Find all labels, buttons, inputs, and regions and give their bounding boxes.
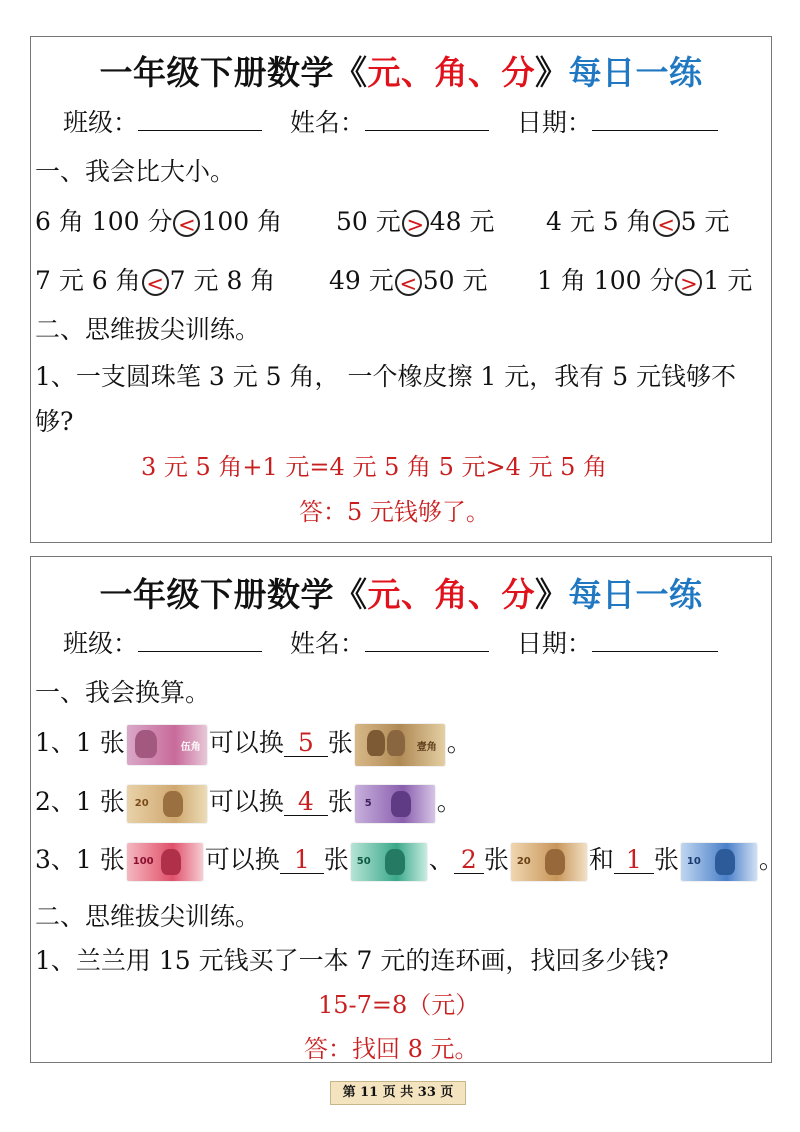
compare-left: 7 元 6 角 (35, 266, 141, 295)
compare-row (537, 261, 752, 297)
exchange-question-2 (35, 782, 462, 823)
question-prefix: 2、1 张 (35, 787, 125, 816)
compare-row (336, 202, 495, 238)
class-label: 班级： (63, 629, 139, 658)
compare-right: 100 角 (201, 207, 283, 236)
separator: 、 (428, 845, 454, 874)
section-heading: 一、我会换算。 (35, 678, 211, 707)
fifty-yuan-note-icon (351, 843, 427, 881)
question-prefix: 1、1 张 (35, 728, 125, 757)
name-blank[interactable] (365, 629, 489, 652)
section-heading: 二、思维拔尖训练。 (35, 902, 261, 931)
period: 。 (436, 787, 462, 816)
five-yuan-note-icon (355, 785, 435, 823)
title-text: 一年级下册数学《 (99, 53, 368, 92)
title-topic: 元、角、分 (367, 575, 535, 614)
date-label: 日期： (516, 629, 592, 658)
title-daily: 每日一练 (568, 53, 703, 92)
twenty-yuan-note-icon (511, 843, 587, 881)
compare-sign: > (675, 269, 702, 296)
worksheet-title (31, 47, 771, 94)
note-label: 壹角 (416, 741, 437, 753)
date-blank[interactable] (592, 629, 718, 652)
question-text: 1、一支圆珠笔 3 元 5 角， 一个橡皮擦 1 元，我有 5 元钱够不 (35, 362, 737, 391)
unit-text: 张 (483, 845, 509, 874)
question-text-cont: 够? (35, 407, 74, 436)
and-text: 和 (588, 845, 614, 874)
compare-right: 1 元 (703, 266, 753, 295)
compare-left: 6 角 100 分 (35, 207, 173, 236)
question-text: 可以换 (204, 845, 280, 874)
answer-calculation: 15-7=8（元） (318, 991, 480, 1019)
hundred-yuan-note-icon (127, 843, 203, 881)
worksheet-2 (30, 556, 784, 1063)
date-label: 日期： (516, 108, 592, 137)
unit-text: 张 (653, 845, 679, 874)
question-text: 可以换 (208, 728, 284, 757)
compare-right: 48 元 (429, 207, 495, 236)
class-blank[interactable] (138, 108, 262, 131)
ten-yuan-note-icon (681, 843, 757, 881)
exchange-question-3 (35, 840, 784, 881)
compare-right: 50 元 (422, 266, 488, 295)
worksheet-1 (30, 36, 772, 543)
answer-blank[interactable]: 1 (614, 847, 654, 874)
date-blank[interactable] (592, 108, 718, 131)
answer-blank[interactable]: 1 (280, 847, 324, 874)
class-label: 班级： (63, 108, 139, 137)
note-label: 20 (134, 797, 149, 809)
title-bracket: 》 (535, 575, 569, 614)
section-heading: 二、思维拔尖训练。 (35, 315, 261, 344)
answer-final: 答：找回 8 元。 (304, 1035, 479, 1063)
note-label: 5 (364, 797, 372, 809)
answer-blank[interactable]: 4 (284, 789, 328, 816)
compare-sign: < (173, 210, 200, 237)
name-label: 姓名： (289, 629, 365, 658)
question-prefix: 3、1 张 (35, 845, 125, 874)
compare-sign: < (653, 210, 680, 237)
period: 。 (758, 845, 784, 874)
period: 。 (446, 728, 472, 757)
note-label: 伍角 (180, 741, 201, 753)
compare-row (546, 202, 730, 238)
unit-text: 张 (327, 787, 353, 816)
info-row (63, 103, 718, 139)
compare-right: 5 元 (680, 207, 730, 236)
title-daily: 每日一练 (568, 575, 703, 614)
five-jiao-note-icon (127, 725, 207, 765)
compare-left: 1 角 100 分 (537, 266, 675, 295)
note-label: 10 (686, 855, 701, 867)
compare-sign: < (142, 269, 169, 296)
compare-sign: < (395, 269, 422, 296)
question-text: 1、兰兰用 15 元钱买了一本 7 元的连环画，找回多少钱? (35, 946, 669, 975)
class-blank[interactable] (138, 629, 262, 652)
exchange-question-1 (35, 723, 472, 766)
unit-text: 张 (327, 728, 353, 757)
note-label: 50 (356, 855, 371, 867)
answer-blank[interactable]: 2 (454, 847, 484, 874)
compare-row (329, 261, 488, 297)
title-bracket: 》 (535, 53, 569, 92)
compare-left: 49 元 (329, 266, 394, 295)
worksheet-title (31, 569, 771, 616)
answer-final: 答：5 元钱够了。 (299, 498, 490, 526)
answer-calculation: 3 元 5 角+1 元=4 元 5 角 5 元>4 元 5 角 (141, 453, 608, 481)
compare-left: 4 元 5 角 (546, 207, 652, 236)
compare-left: 50 元 (336, 207, 401, 236)
title-topic: 元、角、分 (367, 53, 535, 92)
page-footer: 第 11 页 共 33 页 (330, 1081, 466, 1105)
note-label: 100 (132, 855, 154, 867)
unit-text: 张 (323, 845, 349, 874)
section-heading: 一、我会比大小。 (35, 157, 236, 186)
info-row (63, 624, 718, 660)
title-text: 一年级下册数学《 (99, 575, 368, 614)
name-label: 姓名： (289, 108, 365, 137)
compare-sign: > (402, 210, 429, 237)
one-jiao-note-icon (355, 724, 445, 766)
answer-blank[interactable]: 5 (284, 730, 328, 757)
compare-row (35, 202, 282, 238)
name-blank[interactable] (365, 108, 489, 131)
question-text: 可以换 (208, 787, 284, 816)
compare-right: 7 元 8 角 (169, 266, 276, 295)
note-label: 20 (516, 855, 531, 867)
twenty-yuan-note-icon (127, 785, 207, 823)
compare-row (35, 261, 275, 297)
